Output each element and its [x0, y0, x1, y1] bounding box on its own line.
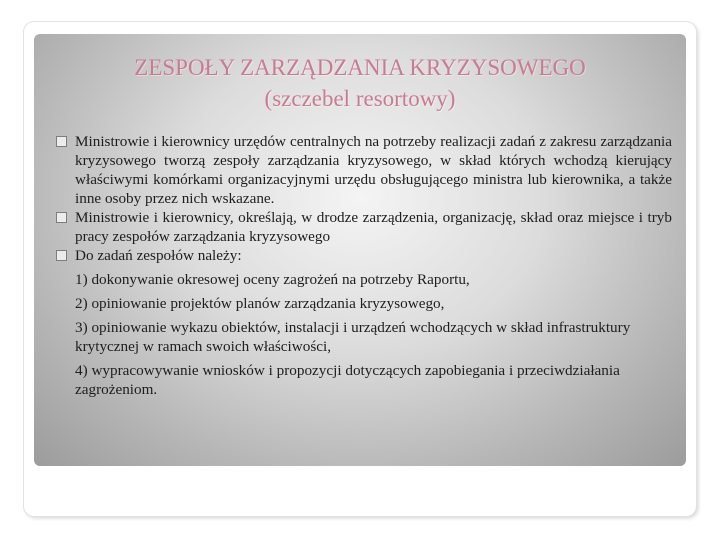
task-item: 1) dokonywanie okresowej oceny zagrożeń na potrzeby Raportu,	[75, 271, 470, 288]
title-line-main: ZESPOŁY ZARZĄDZANIA KRYZYSOWEGO	[134, 55, 586, 80]
bullet-item	[56, 132, 672, 208]
bullet-item	[56, 246, 672, 399]
task-item: 3) opiniowanie wykazu obiektów, instalacji i urządzeń wchodzących w skład infrastruktury krytycznej w ramach swoich właściwości,	[75, 319, 631, 355]
bullet-text: Ministrowie i kierownicy urzędów centralnych na potrzeby realizacji zadań z zakresu zarządzania kryzysowego tworzą zespoły zarządzania kryzysowego, w skład których wchodzą kierujący właściwymi komórkami organizacyjnymi urzędu obsługującego ministra lub kierownika, a także inne osoby przez nich wskazane.	[75, 133, 672, 207]
bullet-item	[56, 208, 672, 246]
bullet-text: Ministrowie i kierownicy, określają, w drodze zarządzenia, organizację, skład oraz miejsce i tryb pracy zespołów zarządzania kryzysowego	[75, 209, 672, 245]
bullet-text: Do zadań zespołów należy:	[75, 247, 242, 264]
square-bullet-icon	[56, 212, 67, 223]
square-bullet-icon	[56, 250, 67, 261]
title-line-subtitle: (szczebel resortowy)	[264, 86, 456, 111]
square-bullet-icon	[56, 136, 67, 147]
slide-title	[0, 52, 720, 114]
task-item: 2) opiniowanie projektów planów zarządzania kryzysowego,	[75, 295, 445, 312]
bullet-list	[56, 132, 672, 399]
task-list	[75, 270, 672, 399]
task-item: 4) wypracowywanie wniosków i propozycji dotyczących zapobiegania i przeciwdziałania zagrożeniom.	[75, 362, 620, 398]
